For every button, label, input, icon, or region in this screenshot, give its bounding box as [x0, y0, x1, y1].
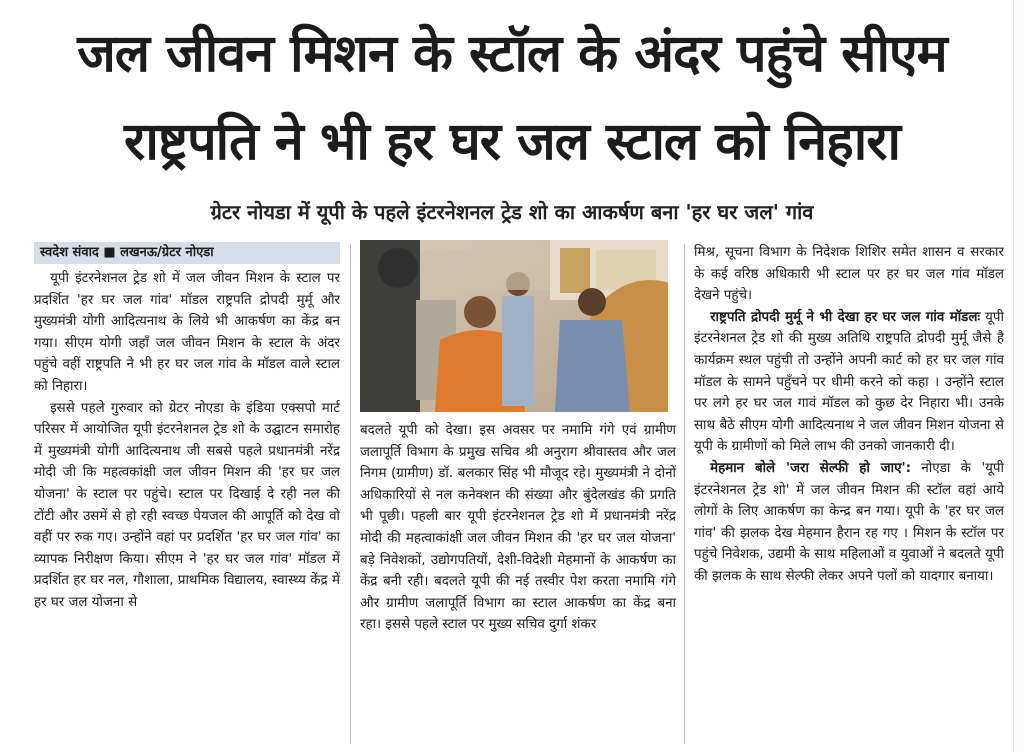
- paragraph: इससे पहले गुरुवार को ग्रेटर नोएडा के इंडिया एक्सपो मार्ट परिसर में आयोजित यूपी इंटरनेशनल ट्रेड शो के उद्घाटन समारोह में मुख्यमंत्री योगी आदित्यनाथ जी सबसे पहले प्रधानमंत्री नरेंद्र मोदी जी कि महत्वकांक्षी जल जीवन मिशन की 'हर घर जल योजना' के स्टाल पर पहुंचे। स्टाल पर दिखाई दे रही नल की टोंटी और उसमें से हो रही स्वच्छ पेयजल की आपूर्ति को देख वो वहीं पर रुक गए। उन्होंने वहां पर प्रदर्शित 'हर घर जल गांव' का व्यापक निरीक्षण किया। सीएम ने 'हर घर जल गांव' मॉडल में प्रदर्शित हर घर नल, गौशाला, प्राथमिक विद्यालय, स्वास्थ्य केंद्र में हर घर जल योजना से: [34, 400, 340, 610]
- news-photo: [360, 240, 668, 412]
- article-column-2: [360, 420, 676, 636]
- column-divider: [684, 244, 685, 744]
- paragraph-lead: मेहमान बोले 'जरा सेल्फी हो जाए':: [710, 460, 911, 476]
- paragraph-lead: राष्ट्रपति द्रोपदी मुर्मू ने भी देखा हर घर जल गांव मॉडलः: [710, 309, 981, 325]
- paragraph-body: यूपी इंटरनेशनल ट्रेड शो की मुख्य अतिथि राष्ट्रपति द्रोपदी मुर्मू जैसे है कार्यक्रम स्थल पहुंची तो उन्होंने अपनी कार्ट को हर घर जल गांव मॉडल के सामने पहुँचने पर धीमी करने को कहा । उन्होंने स्टाल पर लगे हर घर जल गावं मॉडल को कुछ देर निहारा भी। उनके साथ बैठे सीएम योगी आदित्यनाथ ने जल जीवन मिशन योजना से यूपी के ग्रामीणों को मिले लाभ की उनको जानकारी दी।: [694, 309, 1004, 455]
- dateline: स्वदेश संवाद ■ लखनऊ/ग्रेटर नोएडा: [34, 242, 340, 264]
- headline-line-2: राष्ट्रपति ने भी हर घर जल स्टाल को निहारा: [124, 112, 900, 172]
- paragraph-body: नोएडा के 'यूपी इंटरनेशनल ट्रेड शो' में जल जीवन मिशन की स्टॉल वहां आये लोगों के लिए आकर्षण का केन्द्र बन गया। यूपी के 'हर घर जल गांव' की झलक देख मेहमान हैरान रह गए । मिशन के स्टॉल पर पहुंचे निवेशक, उद्यमी के साथ महिलाओं व युवाओं ने बदलते यूपी की झलक के साथ सेल्फी लेकर अपने पलों को यादगार बनाया।: [694, 460, 1004, 584]
- article-column-1: [34, 242, 340, 614]
- subheadline: ग्रेटर नोयडा में यूपी के पहले इंटरनेशनल ट्रेड शो का आकर्षण बना 'हर घर जल' गांव: [210, 200, 814, 224]
- paragraph: बदलते यूपी को देखा। इस अवसर पर नमामि गंगे एवं ग्रामीण जलापूर्ति विभाग के प्रमुख सचिव श्री अनुराग श्रीवास्तव और जल निगम (ग्रामीण) डॉ. बलकार सिंह भी मौजूद रहे। मुख्यमंत्री ने दोनों अधिकारियों से नल कनेक्शन की संख्या और बुंदेलखंड की प्रगति भी पूछी। पहली बार यूपी इंटरनेशनल ट्रेड शो में प्रधानमंत्री नरेंद्र मोदी की महत्वाकांक्षी जल जीवन मिशन की 'हर घर जल योजना' बड़े निवेशकों, उद्योगपतियों, देशी-विदेशी मेहमानों के आकर्षण का केंद्र बनी रही। बदलते यूपी की नई तस्वीर पेश करता नमामि गंगे और ग्रामीण जलापूर्ति विभाग का स्टाल आकर्षण का केंद्र बना रहा। इससे पहले स्टाल पर मुख्य सचिव दुर्गा शंकर: [360, 423, 676, 633]
- paragraph: यूपी इंटरनेशनल ट्रेड शो में जल जीवन मिशन के स्टाल पर प्रदर्शित 'हर घर जल गांव' मॉडल राष्ट्रपति द्रोपदी मुर्मू और मुख्यमंत्री योगी आदित्यनाथ के लिये भी आकर्षण का केंद्र बन गया। सीएम योगी जहाँ जल जीवन मिशन के स्टाल के अंदर पहुंचे वहीं राष्ट्रपति ने भी हर घर जल गांव के मॉडल वाले स्टाल को निहारा।: [34, 271, 340, 394]
- paragraph: [694, 307, 1004, 458]
- column-divider: [350, 244, 351, 744]
- headline-line-1: जल जीवन मिशन के स्टॉल के अंदर पहुंचे सीएम: [77, 24, 947, 84]
- page-edge: [1013, 0, 1024, 752]
- article-column-3: [694, 242, 1004, 588]
- paragraph: [694, 458, 1004, 588]
- paragraph: मिश्र, सूचना विभाग के निदेशक शिशिर समेत शासन व सरकार के कई वरिष्ठ अधिकारी भी स्टाल पर हर घर जल गांव मॉडल देखने पहुंचे।: [694, 245, 1004, 304]
